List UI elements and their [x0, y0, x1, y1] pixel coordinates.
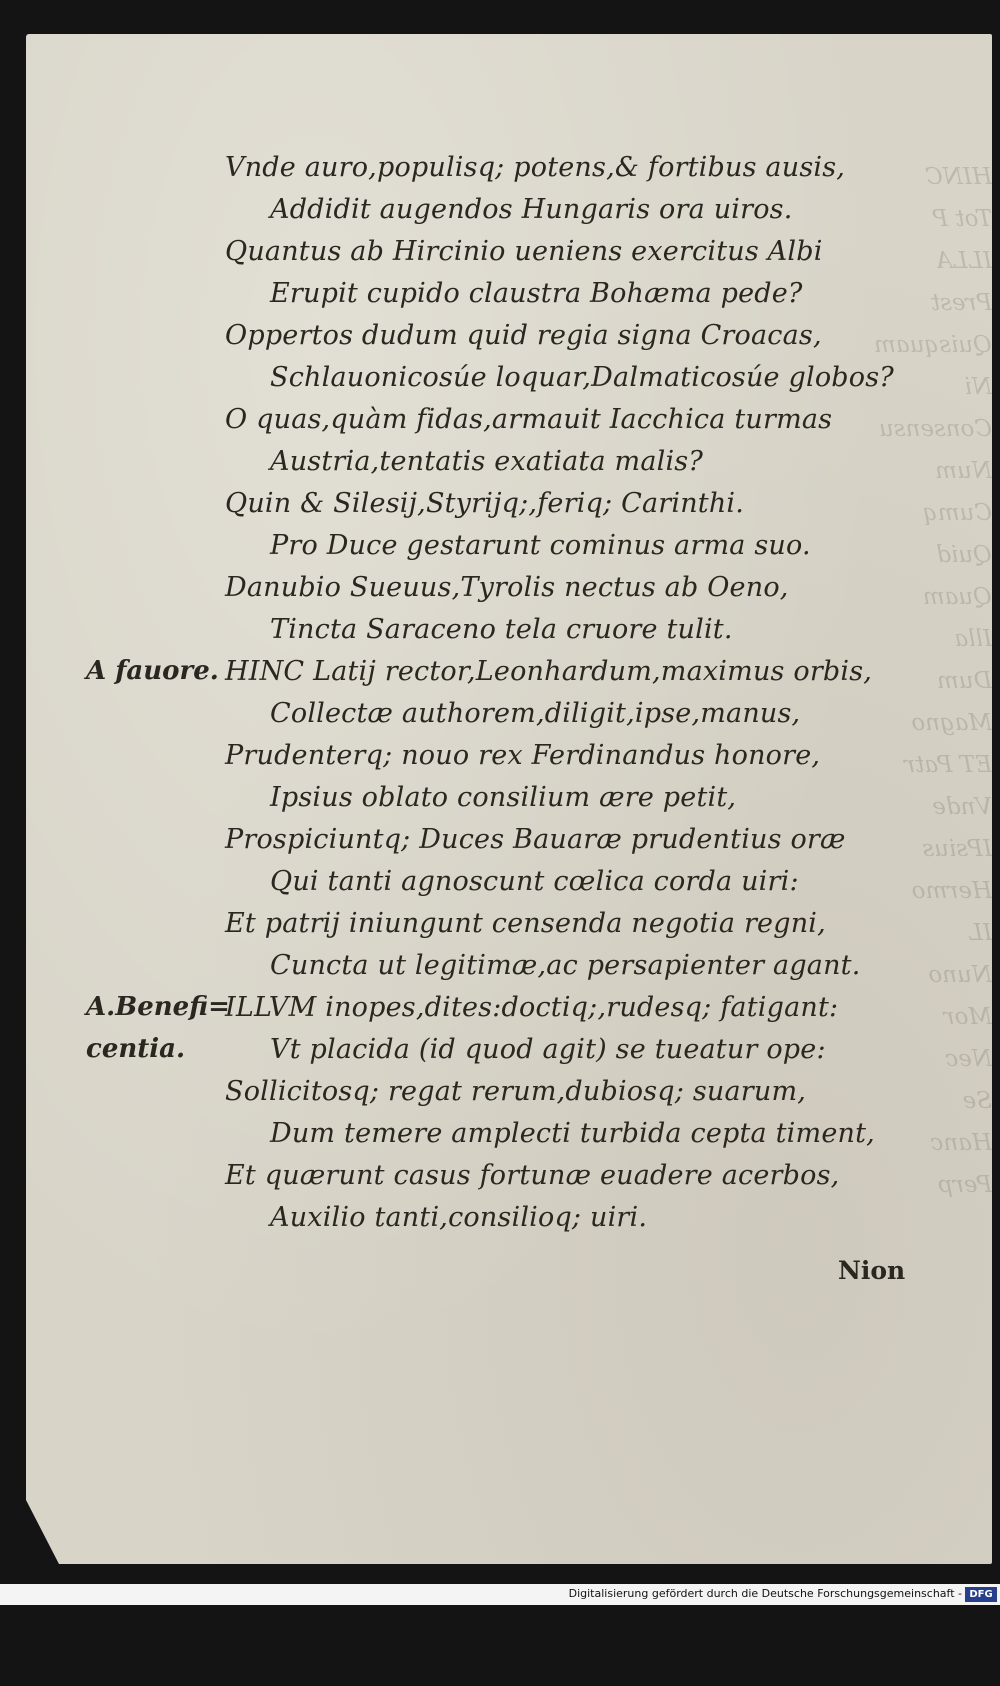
verse-line-21: ILLVM inopes,dites:doctiq;,rudesq; fatigant: [225, 992, 839, 1023]
marginal-note-beneficentia-2: centia. [86, 1034, 186, 1064]
verse-line-20: Cuncta ut legitimæ,ac persapienter agant. [270, 950, 861, 981]
book-page [26, 34, 992, 1564]
verse-line-25: Et quærunt casus fortunæ euadere acerbos, [225, 1160, 840, 1191]
digitization-footer [0, 1584, 1000, 1605]
verse-line-4: Erupit cupido claustra Bohæma pede? [270, 278, 803, 309]
verse-line-1: Vnde auro,populisq; potens,& fortibus ausis, [225, 152, 846, 183]
verse-line-26: Auxilio tanti,consilioq; uiri. [270, 1202, 648, 1233]
catchword: Nion [838, 1256, 906, 1285]
verse-line-16: Ipsius oblato consilium ære petit, [270, 782, 737, 813]
verse-line-11: Danubio Sueuus,Tyrolis nectus ab Oeno, [225, 572, 789, 603]
verse-line-19: Et patrij iniungunt censenda negotia regni, [225, 908, 826, 939]
torn-page-corner [26, 1500, 60, 1566]
verse-line-18: Qui tanti agnoscunt cœlica corda uiri: [270, 866, 799, 897]
dfg-logo: DFG [965, 1587, 997, 1602]
footer-credit: Digitalisierung gefördert durch die Deutsche Forschungsgemeinschaft - [568, 1587, 962, 1600]
verse-line-9: Quin & Silesij,Styrijq;,feriq; Carinthi. [225, 488, 745, 519]
verse-line-13: HINC Latij rector,Leonhardum,maximus orbis, [225, 656, 873, 687]
verse-line-12: Tincta Saraceno tela cruore tulit. [270, 614, 733, 645]
bleed-through-text: HINC Tot P ILLA Prest Quisquam Ni Consensu Num Cumq Quid Quam Illa Dum Magno ET Patr Vnde IPsius Hermo IL Nuno Mor Nec Se Hanc Perp [874, 164, 992, 1198]
verse-line-8: Austria,tentatis exatiata malis? [270, 446, 704, 477]
verse-line-7: O quas,quàm fidas,armauit Iacchica turmas [225, 404, 833, 435]
verse-line-3: Quantus ab Hircinio ueniens exercitus Albi [225, 236, 823, 267]
verse-line-23: Sollicitosq; regat rerum,dubiosq; suarum, [225, 1076, 807, 1107]
marginal-note-fauore: A fauore. [86, 656, 219, 686]
marginal-note-beneficentia-1: A.Benefi= [86, 992, 230, 1022]
verse-line-14: Collectæ authorem,diligit,ipse,manus, [270, 698, 801, 729]
verse-line-6: Schlauonicosúe loquar,Dalmaticosúe globos? [270, 362, 894, 393]
verse-line-15: Prudenterq; nouo rex Ferdinandus honore, [225, 740, 821, 771]
verse-line-5: Oppertos dudum quid regia signa Croacas, [225, 320, 822, 351]
verse-line-24: Dum temere amplecti turbida cepta timent, [270, 1118, 875, 1149]
verse-line-2: Addidit augendos Hungaris ora uiros. [270, 194, 793, 225]
verse-line-17: Prospiciuntq; Duces Bauaræ prudentius oræ [225, 824, 846, 855]
verse-line-10: Pro Duce gestarunt cominus arma suo. [270, 530, 811, 561]
verse-line-22: Vt placida (id quod agit) se tueatur ope: [270, 1034, 826, 1065]
